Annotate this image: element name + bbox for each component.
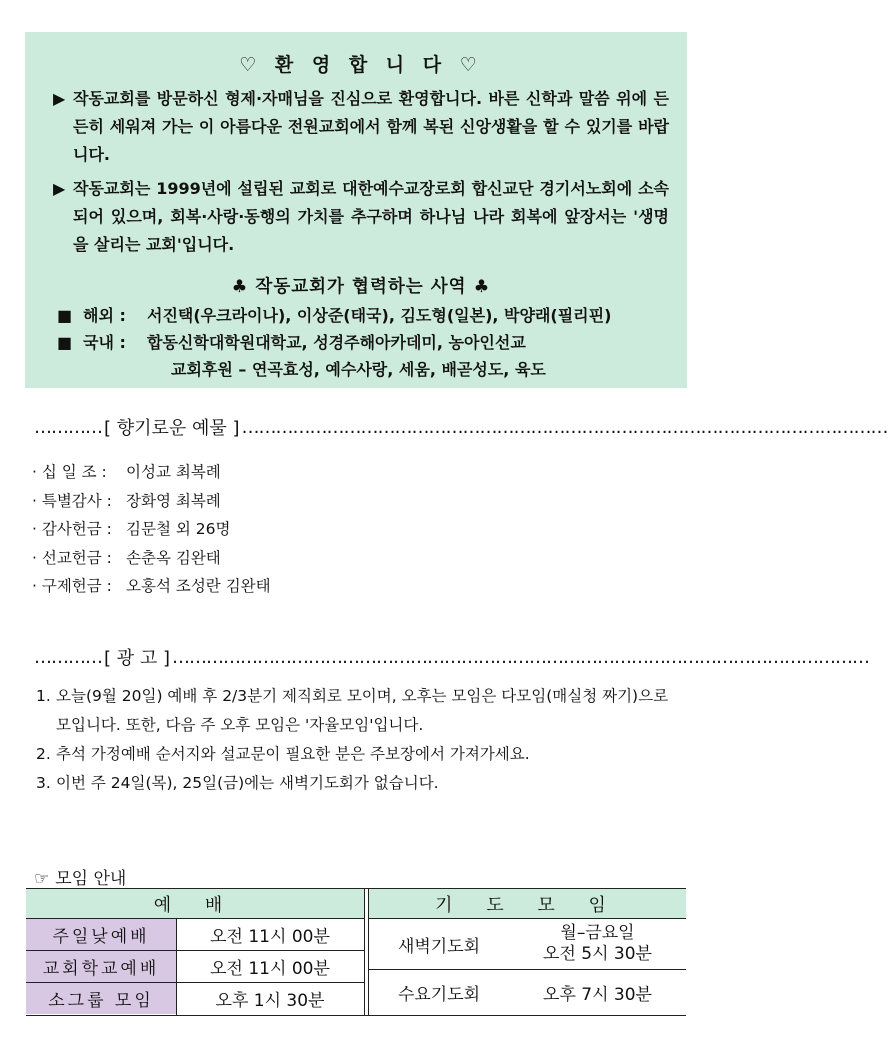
domestic-value-2: 교회후원 – 연곡효성, 예수사랑, 세움, 배곧성도, 육도 [171,360,546,379]
ad-item [36,769,676,798]
arrow-icon: ▶ [53,179,66,198]
offering-value: 오홍석 조성란 김완태 [126,577,271,595]
header-dots: ………… [34,416,102,438]
ad-item [36,740,676,769]
ads-header-label: [ 광 고 ] [104,648,170,669]
offering-key: · 감사헌금 : [32,520,112,538]
arrow-icon: ▶ [53,89,66,108]
prayer-time-line: 오전 5시 30분 [543,944,652,964]
offering-row [32,515,271,544]
offering-value: 손춘옥 김완태 [126,548,221,567]
offering-row [32,572,271,601]
table-row-divider [26,982,364,983]
offering-header-label: [ 향기로운 예물 ] [104,418,240,439]
worship-header: 예 배 [26,889,364,919]
overseas-label: 해외 : [83,306,126,325]
worship-time: 오전 11시 00분 [210,959,330,979]
mission-domestic [53,329,669,356]
ad-number: 3. [36,774,51,792]
prayer-time [509,919,686,969]
offering-row [32,544,271,573]
ads-list [36,682,676,798]
ad-text: 오늘(9월 20일) 예배 후 2/3분기 제직회로 모이며, 오후는 모임은 다모임(매실청 짜기)으로 모입니다. 또한, 다음 주 오후 모임은 '자율모임'입니다. [56,687,669,734]
pointing-hand-icon: ☞ [34,869,50,889]
header-dots: ………… [34,646,102,668]
offering-key: · 십 일 조 : [32,463,107,481]
worship-name: 교회학교예배 [26,951,176,982]
meetings-table [26,888,686,1016]
prayer-time: 오후 7시 30분 [543,985,652,1005]
welcome-paragraph-2 [53,175,669,259]
offering-value: 김문철 외 26명 [126,520,231,538]
welcome-box [25,32,687,388]
welcome-text-1: 작동교회를 방문하신 형제·자매님을 진심으로 환영합니다. 바른 신학과 말씀 위에 든든히 세워져 가는 이 아름다운 전원교회에서 함께 복된 신앙생활을 할 수 있기를 바랍니다. [73,89,669,164]
square-bullet-icon: ■ [57,306,73,325]
overseas-value: 서진택(우크라이나), 이상준(태국), 김도형(일본), 박양래(필리핀) [147,306,612,325]
prayer-name: 수요기도회 [397,985,481,1005]
offering-row [32,458,271,487]
table-divider [364,889,365,1015]
welcome-title: ♡ 환 영 합 니 다 ♡ [239,54,483,76]
header-dots: …………………………………………………………………………………………………… [241,416,888,438]
ad-item [36,682,676,740]
ad-number: 2. [36,745,51,763]
worship-time: 오전 11시 00분 [210,927,330,947]
prayer-time-line: 월–금요일 [560,923,635,943]
header-dots: …………………………………………………………………………………………………………… [172,646,869,668]
worship-name: 주일낮예배 [26,919,176,950]
offering-key: · 선교헌금 : [32,548,112,567]
ad-number: 1. [36,687,51,705]
prayer-header: 기 도 모 임 [369,889,686,919]
offering-value: 장화영 최복례 [126,491,221,510]
mission-overseas [53,302,669,329]
table-row-divider [26,950,364,951]
welcome-paragraph-1 [53,85,669,169]
domestic-value-1: 합동신학대학원대학교, 성경주해아카데미, 농아인선교 [147,333,526,352]
meetings-title-text: 모임 안내 [55,869,127,889]
offering-key: · 특별감사 : [32,491,112,510]
table-divider [176,919,177,1015]
welcome-text-2: 작동교회는 1999년에 설립된 교회로 대한예수교장로회 합신교단 경기서노회에 소속되어 있으며, 회복·사랑·동행의 가치를 추구하며 하나님 나라 회복에 앞장서는 '생명을 살리는 교회'입니다. [73,179,669,254]
ad-text: 이번 주 24일(목), 25일(금)에는 새벽기도회가 없습니다. [56,774,439,792]
meetings-title [34,864,126,889]
offering-value: 이성교 최복례 [126,463,221,481]
offering-row [32,487,271,516]
domestic-label: 국내 : [83,333,126,352]
offering-key: · 구제헌금 : [32,577,112,595]
square-bullet-icon: ■ [57,333,73,352]
ads-header [34,644,869,670]
worship-name: 소그룹 모임 [26,983,176,1014]
offering-list [32,458,271,601]
ad-text: 추석 가정예배 순서지와 설교문이 필요한 분은 주보장에서 가져가세요. [56,745,530,763]
worship-time: 오후 1시 30분 [215,991,325,1011]
prayer-name: 새벽기도회 [397,936,481,957]
mission-title: ♣ 작동교회가 협력하는 사역 ♣ [231,277,491,297]
offering-header [34,414,888,440]
